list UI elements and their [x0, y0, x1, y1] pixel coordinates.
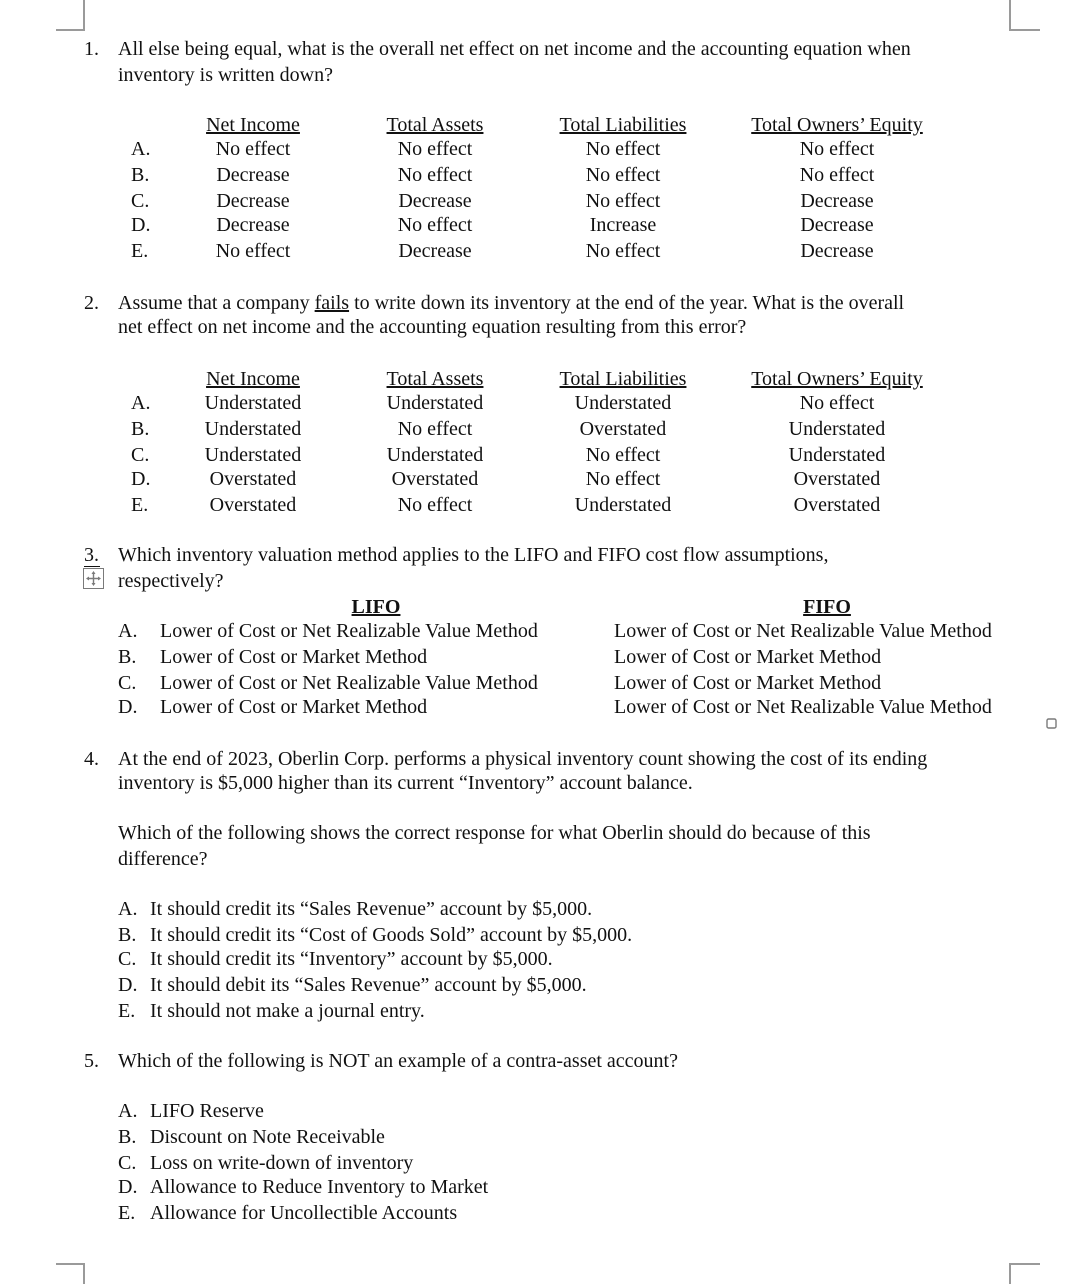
option-text: Allowance to Reduce Inventory to Market — [150, 1176, 489, 1198]
list-item — [118, 897, 593, 921]
column-header: Total Owners’ Equity — [751, 114, 923, 136]
option-text: It should credit its “Inventory” account by $5,000. — [150, 948, 553, 970]
question-number: 5. — [84, 1050, 99, 1072]
column-header: LIFO — [351, 596, 401, 618]
table-cell: Lower of Cost or Market Method — [160, 696, 428, 718]
option-letter: C. — [118, 948, 137, 970]
column-header: Net Income — [206, 368, 300, 390]
table-cell: No effect — [397, 138, 473, 160]
list-item — [118, 1125, 385, 1149]
question-text-line: respectively? — [118, 570, 224, 592]
list-item — [118, 1151, 414, 1175]
question-text-line: inventory is $5,000 higher than its current “Inventory” account balance. — [118, 772, 693, 794]
table-cell: No effect — [397, 494, 473, 516]
option-letter: B. — [118, 1126, 137, 1148]
option-text: It should credit its “Cost of Goods Sold” account by $5,000. — [150, 924, 633, 946]
option-letter: E. — [118, 1000, 136, 1022]
option-letter: B. — [131, 164, 150, 186]
question-text-segment: to write down its inventory at the end of the year. What is the overall — [349, 292, 905, 314]
option-text: Loss on write-down of inventory — [150, 1152, 414, 1174]
option-letter: A. — [131, 392, 151, 414]
option-letter: E. — [118, 1202, 136, 1224]
table-cell: Decrease — [800, 214, 874, 236]
column-header: Total Assets — [386, 114, 484, 136]
list-item — [118, 1175, 489, 1199]
table-resize-handle-icon[interactable] — [1046, 718, 1058, 730]
option-letter: A. — [131, 138, 151, 160]
table-cell: Decrease — [398, 190, 472, 212]
question-text-segment: Assume that a company — [118, 292, 315, 314]
table-cell: Understated — [788, 444, 886, 466]
option-letter: D. — [118, 974, 138, 996]
table-cell: Understated — [386, 444, 484, 466]
option-letter: C. — [118, 672, 137, 694]
table-cell: No effect — [799, 164, 875, 186]
table-cell: Decrease — [800, 240, 874, 262]
table-cell: No effect — [215, 240, 291, 262]
bottom-right-crop-mark-icon — [1008, 1262, 1042, 1284]
table-cell: Lower of Cost or Net Realizable Value Method — [160, 620, 538, 642]
table-cell: Understated — [386, 392, 484, 414]
emphasized-word: fails — [314, 292, 350, 314]
question-number-underline — [84, 566, 100, 567]
table-cell: Understated — [204, 444, 302, 466]
question-text-line: All else being equal, what is the overall net effect on net income and the accounting equation when — [118, 38, 911, 60]
list-item — [118, 923, 633, 947]
column-header: Total Liabilities — [559, 114, 687, 136]
list-item — [118, 999, 425, 1023]
option-letter: C. — [118, 1152, 137, 1174]
table-cell: Increase — [589, 214, 657, 236]
question-number: 1. — [84, 38, 99, 60]
option-letter: A. — [118, 1100, 138, 1122]
top-left-crop-mark-icon — [56, 0, 86, 34]
table-cell: No effect — [397, 418, 473, 440]
question-text-line: difference? — [118, 848, 208, 870]
option-text: LIFO Reserve — [150, 1100, 264, 1122]
option-letter: C. — [131, 444, 150, 466]
table-cell: Overstated — [209, 468, 297, 490]
question-text-line: inventory is written down? — [118, 64, 333, 86]
table-cell: Overstated — [793, 494, 881, 516]
table-cell: No effect — [585, 138, 661, 160]
table-cell: No effect — [585, 164, 661, 186]
table-cell: No effect — [585, 468, 661, 490]
option-text: Discount on Note Receivable — [150, 1126, 385, 1148]
table-cell: Lower of Cost or Market Method — [614, 672, 882, 694]
table-cell: Understated — [204, 418, 302, 440]
column-header: Total Owners’ Equity — [751, 368, 923, 390]
option-letter: B. — [131, 418, 150, 440]
column-header: Net Income — [206, 114, 300, 136]
option-letter: D. — [118, 696, 138, 718]
option-letter: B. — [118, 646, 137, 668]
question-number: 3. — [84, 544, 99, 566]
table-move-handle-icon[interactable] — [83, 568, 105, 590]
table-cell: Lower of Cost or Market Method — [614, 646, 882, 668]
list-item — [118, 947, 553, 971]
table-cell: Lower of Cost or Net Realizable Value Method — [614, 696, 992, 718]
table-cell: No effect — [397, 214, 473, 236]
option-letter: B. — [118, 924, 137, 946]
option-text: It should credit its “Sales Revenue” account by $5,000. — [150, 898, 593, 920]
table-cell: Understated — [204, 392, 302, 414]
table-cell: Overstated — [209, 494, 297, 516]
option-text: It should debit its “Sales Revenue” account by $5,000. — [150, 974, 587, 996]
column-header: FIFO — [803, 596, 851, 618]
question-text-line: Which of the following is NOT an example of a contra-asset account? — [118, 1050, 678, 1072]
question-text-line: net effect on net income and the accounting equation resulting from this error? — [118, 316, 747, 338]
top-right-crop-mark-icon — [1008, 0, 1042, 34]
column-header: Total Assets — [386, 368, 484, 390]
option-text: It should not make a journal entry. — [150, 1000, 425, 1022]
option-letter: E. — [131, 240, 149, 262]
table-cell: No effect — [397, 164, 473, 186]
list-item — [118, 1099, 264, 1123]
table-cell: No effect — [585, 444, 661, 466]
option-letter: A. — [118, 620, 138, 642]
option-letter: E. — [131, 494, 149, 516]
list-item — [118, 973, 587, 997]
option-letter: D. — [118, 1176, 138, 1198]
column-header: Total Liabilities — [559, 368, 687, 390]
table-cell: Overstated — [579, 418, 667, 440]
option-letter: C. — [131, 190, 150, 212]
table-cell: Decrease — [216, 164, 290, 186]
question-number: 2. — [84, 292, 99, 314]
table-cell: Lower of Cost or Market Method — [160, 646, 428, 668]
table-cell: Decrease — [398, 240, 472, 262]
table-cell: Decrease — [216, 190, 290, 212]
option-letter: A. — [118, 898, 138, 920]
table-cell: No effect — [799, 138, 875, 160]
question-text-line: Which inventory valuation method applies to the LIFO and FIFO cost flow assumptions, — [118, 544, 829, 566]
table-cell: No effect — [799, 392, 875, 414]
table-cell: Understated — [574, 494, 672, 516]
table-cell: Overstated — [391, 468, 479, 490]
option-letter: D. — [131, 468, 151, 490]
table-cell: Lower of Cost or Net Realizable Value Method — [160, 672, 538, 694]
option-text: Allowance for Uncollectible Accounts — [150, 1202, 458, 1224]
question-text-line — [118, 291, 904, 315]
table-cell: Understated — [788, 418, 886, 440]
table-cell: Overstated — [793, 468, 881, 490]
table-cell: No effect — [585, 240, 661, 262]
table-cell: Lower of Cost or Net Realizable Value Method — [614, 620, 992, 642]
table-cell: No effect — [215, 138, 291, 160]
table-cell: Understated — [574, 392, 672, 414]
question-text-line: Which of the following shows the correct response for what Oberlin should do because of this — [118, 822, 871, 844]
bottom-left-crop-mark-icon — [56, 1262, 86, 1284]
list-item — [118, 1201, 458, 1225]
question-number: 4. — [84, 748, 99, 770]
question-text-line: At the end of 2023, Oberlin Corp. performs a physical inventory count showing the cost of its ending — [118, 748, 928, 770]
table-cell: Decrease — [216, 214, 290, 236]
option-letter: D. — [131, 214, 151, 236]
table-cell: Decrease — [800, 190, 874, 212]
table-cell: No effect — [585, 190, 661, 212]
